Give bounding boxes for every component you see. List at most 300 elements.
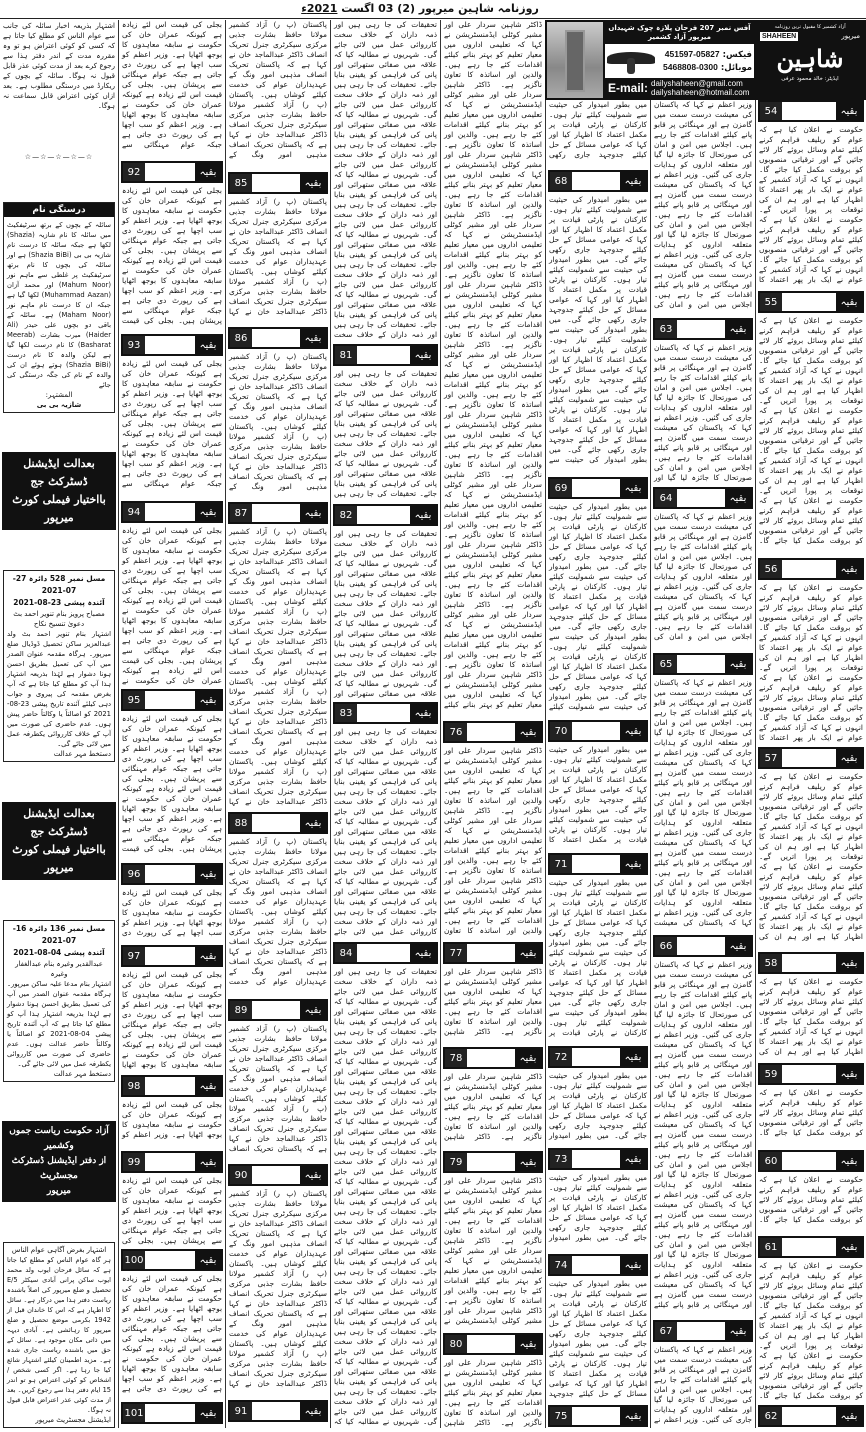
continuation-blank [782,560,836,578]
continuation-box [333,942,438,964]
column-text: تحقیقات کی جا رہی ہیں اور ذمہ داران کے خلاف سخت کارروائی عمل میں لائی جائے گی۔ شہریوں نے مطالبہ کیا کہ علاقہ میں صفائی ستھرائی اور پانی کی فراہمی کو یقینی بنایا جائے۔ تحقیقات کی جا رہی ہیں اور ذمہ داران کے خلاف سخت کارروائی عمل میں لائی جائے گی۔ شہریوں نے مطالبہ کیا کہ علاقہ میں صفائی ستھرائی اور پانی کی فراہمی کو یقینی بنایا جائے۔ تحقیقات کی جا رہی ہیں [334,369,437,498]
column-text: پاکستان (پ ر) آزاد کشمیر مولانا حافظ بشارت جذبی مرکزی سیکرٹری جنرل تحریک انصاف ڈاکٹر عبدالماجد خان نے کہا ہے کہ پاکستان تحریک انصاف مذہبی امور ونگ کے عہدیداران عوام کی خدمت کیلئے کوشاں ہیں۔ پاکستان (پ ر) آزاد کشمیر مولانا حافظ بشارت جذبی مرکزی سیکرٹری جنرل تحریک انصاف ڈاکٹر عبدالماجد خان نے کہا [229,197,327,316]
continuation-label: بقیہ [836,1065,862,1083]
continuation-box [548,1046,648,1068]
continuation-label: بقیہ [836,954,862,972]
continuation-label: بقیہ [410,506,436,524]
magistrate-office: از دفتر ایڈیشنل ڈسٹرکٹ مجسٹریٹ [11,1156,107,1182]
masthead-contact [603,22,756,98]
column-text: ڈاکٹر شاہین سردار علی اور مشیر کوٹلی ایڈمنسٹریشن نے کہا کہ تعلیمی اداروں میں معیار تعلیم کو بہتر بنانے کیلئے اقدامات کئے جا رہے ہیں۔ والدین اور اساتذہ کا تعاون ناگزیر ہے۔ ڈاکٹر شاہین سردار علی اور مشیر کوٹلی ایڈمنسٹریشن نے کہا کہ تعلیمی اداروں میں معیار تعلیم کو بہتر بنانے کیلئے اقدامات کئے جا رہے ہیں۔ والدین اور اساتذہ کا تعاون ناگزیر ہے۔ ڈاکٹر شاہین سردار علی اور مشیر کوٹلی ایڈمنسٹریشن نے [444,1176,542,1325]
column-text: بجلی کی قیمت اس لئے زیادہ ہے کیونکہ عمران خان کی حکومت نے سابقہ معاہدوں کا بوجھ اٹھایا ہے۔ وزیر اعظم کو سب اچھا ہے کی رپورٹ دی جاتی ہے جبکہ عوام مہنگائی سے پریشان ہیں۔ بجلی کی قیمت اس لئے زیادہ ہے کیونکہ عمران خان کی حکومت نے سابقہ معاہدوں کا بوجھ اٹھایا ہے۔ وزیر اعظم کو سب اچھا ہے کی رپورٹ دی جاتی ہے جبکہ عوام مہنگائی سے پریشان ہیں۔ بجلی کی قیمت [122,186,222,325]
continuation-label: بقیہ [836,293,862,311]
court2-title: بعدالت ایڈیشنل ڈسٹرکٹ جج [23,806,95,838]
continuation-blank [782,102,836,120]
logo-tagline: آزاد کشمیر کا مقبول ترین روزنامہ [774,24,846,30]
continuation-blank [252,329,300,347]
continuation-number: 56 [760,560,782,578]
continuation-box [443,1333,543,1355]
logo-city: میرپور [841,32,860,40]
column-text: میں بطور امیدوار کی حیثیت سے شمولیت کیلئے تیار ہوں۔ کارکنان نے پارٹی قیادت پر مکمل اعتماد کا اظہار کیا اور کہا کہ عوامی مسائل کے حل کیلئے جدوجہد جاری رکھی جائے گی۔ میں بطور امیدوار [549,1071,647,1140]
continuation-box [121,863,223,885]
news-column [225,20,330,1428]
continuation-number: 79 [445,1153,467,1171]
continuation-blank [145,163,195,181]
continuation-label: بقیہ [300,504,326,522]
continuation-box [758,1150,864,1172]
court2-hearing: آئندہ پیشی 04-08-2021 [13,947,105,957]
continuation-blank [145,1153,195,1171]
continuation-blank [782,954,836,972]
continuation-label: بقیہ [195,1404,221,1422]
continuation-number: 75 [550,1407,572,1425]
continuation-box [548,170,648,192]
logo-title: شاہین [776,44,844,73]
continuation-label: بقیہ [836,749,862,767]
continuation-blank [357,944,410,962]
continuation-blank [782,293,836,311]
continuation-blank [357,346,410,364]
continuation-box [333,344,438,366]
column-text: میں بطور امیدوار کی حیثیت سے شمولیت کیلئے تیار ہوں۔ کارکنان نے پارٹی قیادت پر مکمل اعتماد کا اظہار کیا اور کہا کہ عوامی مسائل کے حل کیلئے جدوجہد جاری رکھی جائے گی۔ میں بطور امیدوار کی حیثیت سے شمولیت کیلئے تیار ہوں۔ کارکنان نے پارٹی قیادت پر مکمل اعتماد کا اظہار کیا اور کہا کہ عوامی مسائل کے حل کیلئے جدوجہد جاری رکھی جائے گی۔ میں بطور امیدوار کی حیثیت سے شمولیت کیلئے تیار ہوں۔ کارکنان نے پارٹی قیادت پر مکمل اعتماد کا اظہار کیا اور کہا کہ عوامی مسائل کے حل کیلئے جدوجہد جاری رکھی جائے گی۔ میں بطور امیدوار کی حیثیت سے شمولیت کیلئے تیار ہوں۔ کارکنان نے پارٹی قیادت پر مکمل اعتماد کا اظہار کیا اور کہا کہ عوامی مسائل کے حل کیلئے جدوجہد جاری رکھی جائے گی۔ میں بطور امیدوار کی حیثیت سے [549,195,647,464]
continuation-label: بقیہ [620,1407,646,1425]
continuation-number: 66 [655,937,677,955]
continuation-label: بقیہ [515,1335,541,1353]
continuation-label: بقیہ [195,163,221,181]
continuation-label: بقیہ [836,102,862,120]
column-text: حکومت نے اعلان کیا ہے کہ عوام کو ریلیف فراہم کرنے کیلئے تمام وسائل بروئے کار لائے جائیں گے اور ترقیاتی منصوبوں کو بروقت مکمل کیا جائے گا۔ انہوں نے کہا کہ آزاد کشمیر کے عوام نے ایک بار پھر اعتماد کا اظہار کیا ہے اور ہم ان کی توقعات پر پورا اتریں گے۔ حکومت نے اعلان کیا ہے کہ عوام کو ریلیف فراہم کرنے کیلئے تمام وسائل بروئے کار لائے جائیں گے اور ترقیاتی منصوبوں کو بروقت مکمل کیا جائے گا۔ انہوں نے کہا کہ آزاد کشمیر کے عوام نے ایک بار پھر اعتماد کا اظہار کیا ہے اور ہم ان کی [759,772,863,941]
continuation-box [121,1075,223,1097]
continuation-box [758,747,864,769]
continuation-number: 89 [230,1001,252,1019]
top-notice: اشتہار بذریعہ اخبار سائلہ کی جانب سے عوام الناس کو مطلع کیا جاتا ہے کہ کسی کو کوئی اعتراض ہو تو وہ مقررہ مدت کے اندر دفتر ہذا سے رجوع کرے بعد از مدت کوئی عذر قابل قبول نہ ہوگا۔ سائلہ کے بچوں کے ریکارڈ میں درستگی مطلوب ہے۔ بعد ازاں کوئی اعتراض قابل سماعت نہ ہوگا۔ [3,22,115,110]
continuation-box [653,653,753,675]
continuation-box [758,952,864,974]
column-text: حکومت نے اعلان کیا ہے کہ عوام کو ریلیف فراہم کرنے کیلئے تمام وسائل بروئے کار لائے جائیں گے اور ترقیاتی منصوبوں کو بروقت مکمل کیا جائے گا۔ [759,1088,863,1137]
column-text: بجلی کی قیمت اس لئے زیادہ ہے کیونکہ عمران خان کی حکومت نے سابقہ معاہدوں کا بوجھ اٹھایا ہے۔ وزیر اعظم کو سب اچھا ہے کی رپورٹ دی [122,888,222,937]
continuation-box [228,812,328,834]
fax-label: فیکس: [722,50,752,60]
continuation-number: 81 [335,346,357,364]
continuation-blank [252,504,300,522]
continuation-number: 101 [123,1404,145,1422]
continuation-label: بقیہ [515,1049,541,1067]
page-header [300,2,540,15]
continuation-label: بقیہ [300,1402,326,1420]
magistrate-signed: ایڈیشنل مجسٹریٹ میرپور [35,1416,111,1424]
continuation-number: 95 [123,691,145,709]
continuation-box [548,1254,648,1276]
court2-case: مسل نمبر 136 دائرہ 16-07-2021 [12,923,106,945]
continuation-number: 97 [123,947,145,965]
continuation-number: 99 [123,1153,145,1171]
signed-name: شازیہ بی بی [36,400,82,409]
court2-heading [2,802,116,880]
continuation-number: 77 [445,944,467,962]
court1-heading [2,452,116,530]
continuation-label: بقیہ [195,691,221,709]
continuation-blank [677,655,725,673]
continuation-box [758,1405,864,1427]
masthead [545,20,866,100]
column-text: تحقیقات کی جا رہی ہیں اور ذمہ داران کے خلاف سخت کارروائی عمل میں لائی جائے گی۔ شہریوں نے مطالبہ کیا کہ علاقہ میں صفائی ستھرائی اور پانی کی فراہمی کو یقینی بنایا جائے۔ تحقیقات کی جا رہی ہیں اور ذمہ داران کے خلاف سخت کارروائی عمل میں لائی جائے گی۔ شہریوں نے مطالبہ کیا کہ علاقہ میں صفائی ستھرائی اور پانی کی فراہمی کو یقینی بنایا جائے۔ تحقیقات کی جا رہی ہیں اور ذمہ داران کے خلاف سخت کارروائی عمل میں لائی جائے گی۔ شہریوں نے مطالبہ کیا کہ علاقہ میں صفائی ستھرائی اور پانی کی فراہمی کو یقینی بنایا جائے۔ تحقیقات کی جا رہی ہیں اور ذمہ داران کے خلاف سخت کارروائی عمل میں لائی جائے گی۔ شہریوں نے مطالبہ کیا کہ علاقہ میں صفائی ستھرائی اور پانی کی فراہمی کو یقینی بنایا جائے۔ تحقیقات کی جا رہی ہیں اور ذمہ داران کے خلاف سخت کارروائی عمل میں لائی جائے گی۔ شہریوں نے مطالبہ کیا کہ علاقہ میں صفائی ستھرائی اور پانی کی فراہمی کو یقینی بنایا جائے۔ تحقیقات کی جا رہی ہیں اور ذمہ داران کے خلاف سخت کارروائی عمل میں لائی جائے گی۔ شہریوں نے مطالبہ کیا کہ علاقہ میں صفائی ستھرائی اور پانی کی فراہمی کو یقینی بنایا جائے۔ تحقیقات کی جا رہی ہیں اور ذمہ داران کے خلاف سخت کارروائی عمل میں لائی جائے گی۔ شہریوں نے مطالبہ کیا کہ علاقہ میں صفائی ستھرائی اور پانی کی فراہمی کو یقینی بنایا جائے۔ تحقیقات کی جا رہی ہیں اور ذمہ داران کے خلاف سخت کارروائی عمل میں لائی جائے گی۔ شہریوں نے مطالبہ کیا کہ [334,967,437,1426]
continuation-number: 74 [550,1256,572,1274]
news-column [440,20,545,1428]
continuation-box [758,1063,864,1085]
column-text: میں بطور امیدوار کی حیثیت سے شمولیت کیلئے تیار ہوں۔ کارکنان نے پارٹی قیادت پر مکمل اعتماد کا اظہار کیا اور کہا کہ عوامی مسائل کے حل کیلئے جدوجہد جاری رکھی جائے گی۔ میں بطور امیدوار کی حیثیت سے شمولیت کیلئے تیار ہوں۔ کارکنان نے پارٹی قیادت پر مکمل اعتماد کا اظہار کیا اور کہا کہ عوامی مسائل کے حل کیلئے جدوجہد [549,1279,647,1398]
header-year: 2021ء [301,2,338,15]
continuation-label: بقیہ [515,1153,541,1171]
continuation-box [121,1151,223,1173]
continuation-box [121,1402,223,1424]
continuation-number: 90 [230,1166,252,1184]
magistrate-city: میرپور [46,1186,71,1197]
court2-notice [3,920,115,1082]
column-text: بجلی کی قیمت اس لئے زیادہ ہے کیونکہ عمران خان کی حکومت نے سابقہ معاہدوں کا بوجھ اٹھایا ہے۔ وزیر اعظم کو [122,1100,222,1139]
fax-number: 05827-451597 [664,49,720,59]
news-column [650,100,755,1428]
continuation-label: بقیہ [836,560,862,578]
column-text: بجلی کی قیمت اس لئے زیادہ ہے کیونکہ عمران خان کی حکومت نے سابقہ معاہدوں کا بوجھ اٹھایا ہے۔ وزیر اعظم کو سب اچھا ہے کی رپورٹ دی جاتی ہے جبکہ عوام مہنگائی سے پریشان ہیں۔ بجلی کی قیمت اس لئے زیادہ ہے کیونکہ عمران خان کی حکومت نے سابقہ معاہدوں کا بوجھ اٹھایا [122,970,222,1069]
continuation-blank [145,691,195,709]
continuation-number: 86 [230,329,252,347]
continuation-blank [357,704,410,722]
column-text: تحقیقات کی جا رہی ہیں اور ذمہ داران کے خلاف سخت کارروائی عمل میں لائی جائے گی۔ شہریوں نے مطالبہ کیا کہ علاقہ میں صفائی ستھرائی اور پانی کی فراہمی کو یقینی بنایا جائے۔ تحقیقات کی جا رہی ہیں اور ذمہ داران کے خلاف سخت کارروائی عمل میں لائی جائے گی۔ شہریوں نے مطالبہ کیا کہ علاقہ میں صفائی ستھرائی اور پانی کی فراہمی کو یقینی بنایا جائے۔ تحقیقات کی جا رہی ہیں اور ذمہ داران کے خلاف سخت کارروائی عمل میں لائی جائے گی۔ شہریوں نے مطالبہ کیا کہ علاقہ میں صفائی ستھرائی اور پانی کی فراہمی کو یقینی بنایا جائے۔ تحقیقات کی جا رہی ہیں اور ذمہ داران کے خلاف سخت کارروائی عمل میں لائی جائے گی۔ شہریوں نے مطالبہ کیا کہ علاقہ میں صفائی ستھرائی اور پانی کی فراہمی کو یقینی بنایا جائے۔ تحقیقات کی جا رہی ہیں اور ذمہ داران کے خلاف سخت کارروائی عمل میں لائی جائے گی۔ شہریوں نے مطالبہ کیا کہ علاقہ میں صفائی ستھرائی اور پانی کی فراہمی کو یقینی بنایا جائے۔ تحقیقات کی جا رہی ہیں اور ذمہ داران کے خلاف سخت [334,20,437,339]
court1-case: مسل نمبر 528 دائرہ 27-07-2021 [12,574,106,595]
continuation-label: بقیہ [300,174,326,192]
column-text: میں بطور امیدوار کی حیثیت سے شمولیت کیلئے تیار ہوں۔ کارکنان نے پارٹی قیادت پر مکمل اعتماد کا اظہار کیا اور کہا کہ عوامی مسائل کے حل کیلئے جدوجہد جاری رکھی [549,100,647,159]
continuation-number: 59 [760,1065,782,1083]
continuation-blank [252,814,300,832]
continuation-box [758,291,864,313]
continuation-box [443,1047,543,1069]
continuation-number: 100 [123,1251,145,1269]
news-column [118,20,225,1428]
magistrate-title: آزاد حکومت ریاست جموں وکشمیر [9,1126,109,1152]
continuation-number: 80 [445,1335,467,1353]
header-rule [0,18,866,19]
continuation-box [121,334,223,356]
court2-body: اشتہار بنام مدعا علیہ ساکن میرپور۔ ہرگاہ مقدمہ عنوان الصدر میں آپ کی تعمیل بطریق احسن ہونا دشوار ہے لہٰذا بذریعہ اشتہار ہذا آپ کو مطلع کیا جاتا ہے کہ آپ آئندہ تاریخ پیشی 04-08-2021 کو اصالتاً یا وکالتاً حاضر عدالت ہوں۔ عدم حاضری کی صورت میں کارروائی یکطرفہ عمل میں لائی جائے گی۔ [7,979,111,1068]
continuation-number: 58 [760,954,782,972]
continuation-blank [467,1049,515,1067]
court2-subtitle: بااختیار فیملی کورٹ میرپور [12,842,106,874]
continuation-box [653,487,753,509]
column-text: میں بطور امیدوار کی حیثیت سے شمولیت کیلئے تیار ہوں۔ کارکنان نے پارٹی قیادت پر مکمل اعتماد کا اظہار کیا اور کہا کہ عوامی مسائل کے حل کیلئے جدوجہد جاری رکھی جائے گی۔ میں بطور امیدوار [549,1173,647,1242]
continuation-blank [782,1238,836,1256]
column-text: وزیر اعظم نے کہا کہ پاکستان کی معیشت درست سمت میں گامزن ہے اور مہنگائی پر قابو پانے کیلئے اقدامات کئے جا رہے ہیں۔ اجلاس میں امن و امان کی صورتحال کا جائزہ لیا گیا اور متعلقہ اداروں کو ہدایات جاری کی گئیں۔ وزیر اعظم نے کہا کہ پاکستان کی معیشت درست سمت میں گامزن ہے اور مہنگائی پر قابو پانے کیلئے اقدامات کئے جا رہے ہیں۔ اجلاس میں امن و امان کی [654,512,752,641]
continuation-box [443,721,543,743]
continuation-blank [145,503,195,521]
continuation-blank [145,1251,195,1269]
column-text: حکومت نے اعلان کیا ہے کہ عوام کو ریلیف فراہم کرنے کیلئے تمام وسائل بروئے کار لائے جائیں گے اور ترقیاتی منصوبوں کو بروقت مکمل کیا جائے گا۔ انہوں نے کہا کہ آزاد کشمیر کے عوام نے ایک بار پھر اعتماد کا اظہار کیا ہے اور ہم ان کی [759,977,863,1056]
continuation-label: بقیہ [300,814,326,832]
email-gmail[interactable]: dailyshaheen@gmail.com [651,79,743,88]
continuation-blank [677,320,725,338]
continuation-blank [572,722,620,740]
continuation-box [548,853,648,875]
continuation-box [653,1320,753,1342]
continuation-box [548,477,648,499]
column-text: حکومت نے اعلان کیا ہے کہ عوام کو ریلیف فراہم کرنے کیلئے تمام وسائل بروئے کار لائے جائیں گے اور ترقیاتی منصوبوں کو بروقت مکمل کیا جائے گا۔ انہوں نے کہا کہ آزاد کشمیر کے عوام نے ایک بار پھر اعتماد کا اظہار کیا ہے اور ہم ان کی توقعات پر پورا اتریں گے۔ حکومت نے اعلان کیا ہے کہ عوام کو ریلیف فراہم کرنے کیلئے تمام وسائل بروئے کار لائے جائیں گے اور ترقیاتی منصوبوں کو بروقت مکمل کیا جائے گا۔ انہوں نے کہا کہ آزاد کشمیر کے عوام نے ایک بار پھر اعتماد کا [759,583,863,742]
column-text: ڈاکٹر شاہین سردار علی اور مشیر کوٹلی ایڈمنسٹریشن نے کہا کہ تعلیمی اداروں میں معیار تعلیم کو بہتر بنانے کیلئے اقدامات کئے جا رہے ہیں۔ والدین اور اساتذہ کا تعاون ناگزیر ہے۔ ڈاکٹر شاہین [444,1358,542,1427]
magistrate-notice-heading: اشتہار بغرض آگاہی عوام الناس [11,1246,107,1254]
continuation-number: 94 [123,503,145,521]
continuation-blank [572,855,620,873]
court1-seal: دستخط مہر عدالت [53,750,111,758]
continuation-blank [467,1153,515,1171]
continuation-box [758,1236,864,1258]
continuation-number: 92 [123,163,145,181]
column-text: بجلی کی قیمت اس لئے زیادہ ہے کیونکہ عمران خان کی حکومت نے سابقہ معاہدوں کا بوجھ اٹھایا ہے۔ وزیر اعظم کو سب اچھا ہے کی رپورٹ دی جاتی ہے جبکہ عوام مہنگائی سے پریشان ہیں۔ بجلی کی قیمت اس لئے زیادہ ہے کیونکہ عمران خان کی حکومت نے سابقہ معاہدوں کا بوجھ اٹھایا ہے۔ وزیر اعظم کو سب اچھا ہے کی رپورٹ دی جاتی ہے جبکہ عوام مہنگائی سے پریشان ہیں۔ بجلی کی قیمت [122,714,222,853]
email-bar [605,78,754,98]
continuation-box [758,100,864,122]
column-text: پاکستان (پ ر) آزاد کشمیر مولانا حافظ بشارت جذبی مرکزی سیکرٹری جنرل تحریک انصاف ڈاکٹر عبدالماجد خان نے کہا ہے کہ پاکستان تحریک انصاف مذہبی امور ونگ کے عہدیداران عوام کی خدمت کیلئے کوشاں ہیں۔ پاکستان (پ ر) آزاد کشمیر مولانا حافظ بشارت جذبی مرکزی سیکرٹری جنرل تحریک انصاف ڈاکٹر عبدالماجد خان نے کہا ہے کہ پاکستان تحریک انصاف [229,1024,327,1153]
signed-label: المشتہر: [45,390,73,399]
continuation-label: بقیہ [195,1251,221,1269]
continuation-number: 76 [445,723,467,741]
continuation-number: 93 [123,336,145,354]
column-text: بجلی کی قیمت اس لئے زیادہ ہے کیونکہ عمران خان کی حکومت نے سابقہ معاہدوں کا بوجھ اٹھایا ہے۔ وزیر اعظم کو سب اچھا ہے کی رپورٹ دی جاتی ہے جبکہ عوام مہنگائی سے پریشان ہیں۔ بجلی کی قیمت اس لئے زیادہ ہے کیونکہ عمران خان کی حکومت نے سابقہ معاہدوں کا بوجھ اٹھایا ہے۔ وزیر اعظم کو سب اچھا ہے کی رپورٹ دی جاتی ہے [122,1274,222,1393]
continuation-label: بقیہ [620,479,646,497]
column-text: وزیر اعظم نے کہا کہ پاکستان کی معیشت درست سمت میں گامزن ہے اور مہنگائی پر قابو پانے کیلئے اقدامات کئے جا رہے ہیں۔ اجلاس میں امن و امان کی صورتحال کا جائزہ لیا گیا اور متعلقہ اداروں کو ہدایات جاری کی گئیں۔ وزیر اعظم نے کہا کہ پاکستان کی معیشت درست سمت میں گامزن ہے اور مہنگائی پر قابو پانے کیلئے اقدامات کئے جا رہے ہیں۔ اجلاس میں امن و امان کی صورتحال کا جائزہ لیا گیا اور متعلقہ اداروں کو ہدایات جاری کی گئیں۔ وزیر اعظم نے کہا کہ پاکستان کی معیشت درست سمت میں گامزن ہے اور مہنگائی پر قابو پانے کیلئے اقدامات کئے جا رہے ہیں۔ اجلاس میں امن و امان کی [654,100,752,309]
column-text: پاکستان (پ ر) آزاد کشمیر مولانا حافظ بشارت جذبی مرکزی سیکرٹری جنرل تحریک انصاف ڈاکٹر عبدالماجد خان نے کہا ہے کہ پاکستان تحریک انصاف مذہبی امور ونگ کے عہدیداران عوام کی خدمت کیلئے کوشاں ہیں۔ پاکستان (پ ر) آزاد کشمیر مولانا حافظ بشارت جذبی مرکزی سیکرٹری جنرل تحریک انصاف ڈاکٹر عبدالماجد خان نے کہا ہے کہ پاکستان تحریک انصاف مذہبی امور ونگ کے عہدیداران عوام کی خدمت کیلئے کوشاں ہیں۔ پاکستان (پ ر) آزاد کشمیر مولانا حافظ بشارت جذبی مرکزی سیکرٹری جنرل تحریک انصاف ڈاکٹر عبدالماجد خان نے کہا [229,1189,327,1388]
monument-photo [547,22,603,98]
column-text: پاکستان (پ ر) آزاد کشمیر مولانا حافظ بشارت جذبی مرکزی سیکرٹری جنرل تحریک انصاف ڈاکٹر عبدالماجد خان نے کہا ہے کہ پاکستان تحریک انصاف مذہبی امور ونگ کے عہدیداران عوام کی خدمت کیلئے کوشاں ہیں۔ پاکستان (پ ر) آزاد کشمیر مولانا حافظ بشارت جذبی مرکزی سیکرٹری جنرل تحریک انصاف ڈاکٹر عبدالماجد خان نے کہا ہے کہ پاکستان تحریک انصاف مذہبی امور ونگ کے عہدیداران عوام کی خدمت [229,837,327,986]
continuation-blank [145,336,195,354]
continuation-blank [677,1322,725,1340]
column-text: بجلی کی قیمت اس لئے زیادہ ہے کیونکہ عمران خان کی حکومت نے سابقہ معاہدوں کا بوجھ اٹھایا ہے۔ وزیر اعظم کو سب اچھا ہے کی رپورٹ دی جاتی ہے جبکہ عوام مہنگائی سے پریشان ہیں۔ بجلی کی [122,1176,222,1245]
continuation-label: بقیہ [620,722,646,740]
continuation-label: بقیہ [836,1238,862,1256]
court1-notice [3,570,115,762]
classified-ads-column [0,20,118,1428]
continuation-blank [572,1048,620,1066]
column-text: وزیر اعظم نے کہا کہ پاکستان کی معیشت درست سمت میں گامزن ہے اور مہنگائی پر قابو پانے کیلئے اقدامات کئے جا رہے ہیں۔ اجلاس میں امن و امان کی صورتحال کا جائزہ لیا گیا اور متعلقہ اداروں کو ہدایات جاری کی گئیں۔ وزیر اعظم نے [654,1345,752,1424]
continuation-blank [145,1404,195,1422]
continuation-blank [145,1077,195,1095]
continuation-number: 82 [335,506,357,524]
continuation-number: 57 [760,749,782,767]
continuation-number: 62 [760,1407,782,1425]
continuation-blank [252,174,300,192]
column-text: حکومت نے اعلان کیا ہے کہ عوام کو ریلیف فراہم کرنے کیلئے تمام وسائل بروئے کار لائے جائیں گے اور ترقیاتی منصوبوں کو بروقت مکمل کیا جائے گا۔ انہوں نے کہا کہ آزاد کشمیر کے عوام نے ایک بار پھر اعتماد کا اظہار کیا ہے اور ہم ان کی توقعات پر پورا اتریں گے۔ حکومت نے اعلان کیا ہے کہ عوام کو ریلیف فراہم کرنے کیلئے تمام وسائل بروئے کار لائے جائیں گے اور ترقیاتی منصوبوں کو بروقت مکمل کیا جائے گا۔ انہوں نے کہا کہ آزاد کشمیر کے عوام نے ایک بار پھر اعتماد کا [759,125,863,284]
logo-editor: ایڈیٹر: خالد محمود عرفی [781,76,839,82]
continuation-blank [252,1402,300,1420]
column-text: وزیر اعظم نے کہا کہ پاکستان کی معیشت درست سمت میں گامزن ہے اور مہنگائی پر قابو پانے کیلئے اقدامات کئے جا رہے ہیں۔ اجلاس میں امن و امان کی صورتحال کا جائزہ لیا گیا اور متعلقہ اداروں کو ہدایات جاری کی گئیں۔ وزیر اعظم نے کہا کہ پاکستان کی معیشت درست سمت میں گامزن ہے اور مہنگائی پر قابو پانے کیلئے اقدامات کئے جا رہے ہیں۔ اجلاس میں امن و امان کی صورتحال کا جائزہ لیا گیا اور متعلقہ اداروں کو ہدایات جاری کی گئیں۔ وزیر اعظم نے کہا کہ پاکستان کی معیشت درست سمت میں گامزن ہے اور مہنگائی پر قابو پانے کیلئے اقدامات کئے جا رہے ہیں۔ اجلاس میں امن و امان کی صورتحال کا جائزہ لیا گیا اور متعلقہ اداروں کو ہدایات جاری کی گئیں۔ وزیر اعظم نے کہا کہ پاکستان کی معیشت درست سمت میں گامزن ہے اور مہنگائی پر قابو پانے کیلئے اقدامات کئے جا رہے ہیں۔ اجلاس میں امن و امان کی صورتحال کا جائزہ لیا گیا اور متعلقہ اداروں کو ہدایات جاری کی گئیں۔ وزیر اعظم نے کہا کہ پاکستان کی معیشت درست سمت میں گامزن ہے اور مہنگائی پر قابو پانے کیلئے [654,960,752,1309]
continuation-number: 91 [230,1402,252,1420]
continuation-label: بقیہ [515,944,541,962]
continuation-blank [782,1407,836,1425]
column-text: بجلی کی قیمت اس لئے زیادہ ہے کیونکہ عمران خان کی حکومت نے سابقہ معاہدوں کا بوجھ اٹھایا ہے۔ وزیر اعظم کو سب اچھا ہے کی رپورٹ دی جاتی ہے جبکہ عوام مہنگائی سے پریشان ہیں۔ بجلی کی قیمت اس لئے زیادہ ہے کیونکہ عمران خان کی حکومت نے سابقہ معاہدوں کا بوجھ اٹھایا ہے۔ وزیر اعظم کو سب اچھا ہے کی رپورٹ دی جاتی ہے جبکہ عوام مہنگائی سے [122,359,222,488]
news-column [755,100,866,1428]
continuation-blank [145,947,195,965]
continuation-number: 68 [550,172,572,190]
continuation-number: 88 [230,814,252,832]
column-text: پاکستان (پ ر) آزاد کشمیر مولانا حافظ بشارت جذبی مرکزی سیکرٹری جنرل تحریک انصاف ڈاکٹر عبدالماجد خان نے کہا ہے کہ پاکستان تحریک انصاف مذہبی امور ونگ کے عہدیداران عوام کی خدمت کیلئے کوشاں ہیں۔ پاکستان (پ ر) آزاد کشمیر مولانا حافظ بشارت جذبی مرکزی سیکرٹری جنرل تحریک انصاف ڈاکٹر عبدالماجد خان نے کہا ہے کہ پاکستان تحریک انصاف مذہبی امور ونگ کے [229,20,327,159]
header-title: روزنامہ شاہین میرپور (2) 03 اگست [341,2,539,15]
continuation-label: بقیہ [195,1153,221,1171]
mobile-number: 0300-5468808 [663,62,718,72]
continuation-box [228,1400,328,1422]
continuation-blank [467,723,515,741]
continuation-blank [572,1150,620,1168]
continuation-box [228,999,328,1021]
continuation-blank [572,1407,620,1425]
continuation-label: بقیہ [195,947,221,965]
column-text: ڈاکٹر شاہین سردار علی اور مشیر کوٹلی ایڈمنسٹریشن نے کہا کہ تعلیمی اداروں میں معیار تعلیم کو بہتر بنانے کیلئے اقدامات کئے جا رہے ہیں۔ والدین اور اساتذہ کا تعاون ناگزیر ہے۔ ڈاکٹر شاہین [444,1072,542,1141]
continuation-blank [252,1001,300,1019]
column-text: ڈاکٹر شاہین سردار علی اور مشیر کوٹلی ایڈمنسٹریشن نے کہا کہ تعلیمی اداروں میں معیار تعلیم کو بہتر بنانے کیلئے اقدامات کئے جا رہے ہیں۔ والدین اور اساتذہ کا تعاون ناگزیر ہے۔ ڈاکٹر شاہین [444,967,542,1036]
continuation-box [121,161,223,183]
court2-parties: عبدالقدیر وغیرہ بنام عبدالغفار وغیرہ [15,959,103,978]
column-text: تحقیقات کی جا رہی ہیں اور ذمہ داران کے خلاف سخت کارروائی عمل میں لائی جائے گی۔ شہریوں نے مطالبہ کیا کہ علاقہ میں صفائی ستھرائی اور پانی کی فراہمی کو یقینی بنایا جائے۔ تحقیقات کی جا رہی ہیں اور ذمہ داران کے خلاف سخت کارروائی عمل میں لائی جائے گی۔ شہریوں نے مطالبہ کیا کہ علاقہ میں صفائی ستھرائی اور پانی کی فراہمی کو یقینی بنایا جائے۔ تحقیقات کی جا رہی ہیں اور ذمہ داران کے خلاف سخت کارروائی عمل میں لائی جائے گی۔ شہریوں نے مطالبہ کیا کہ علاقہ میں صفائی ستھرائی اور پانی کی فراہمی کو یقینی بنایا جائے۔ تحقیقات کی جا رہی ہیں اور ذمہ داران کے خلاف سخت کارروائی عمل میں لائی جائے [334,727,437,936]
continuation-blank [572,172,620,190]
continuation-label: بقیہ [300,1166,326,1184]
continuation-box [653,318,753,340]
continuation-label: بقیہ [836,1407,862,1425]
continuation-box [653,935,753,957]
continuation-number: 84 [335,944,357,962]
column-text: حکومت نے اعلان کیا ہے کہ عوام کو ریلیف فراہم کرنے کیلئے تمام وسائل بروئے کار لائے جائیں گے اور ترقیاتی منصوبوں کو بروقت مکمل کیا جائے گا۔ انہوں نے کہا کہ آزاد کشمیر کے عوام نے ایک بار پھر اعتماد کا اظہار کیا ہے اور ہم ان کی توقعات پر پورا اتریں گے۔ حکومت نے اعلان کیا ہے کہ عوام کو ریلیف فراہم کرنے کیلئے تمام وسائل بروئے کار لائے جائیں گے اور ترقیاتی منصوبوں کو بروقت مکمل کیا جائے گا۔ انہوں نے کہا کہ آزاد کشمیر کے عوام نے ایک بار پھر اعتماد کا اظہار کیا ہے اور ہم ان کی توقعات پر پورا اتریں گے۔ حکومت نے اعلان کیا ہے کہ عوام کو ریلیف فراہم کرنے کیلئے تمام وسائل بروئے کار لائے جائیں گے اور ترقیاتی منصوبوں کو بروقت مکمل کیا جائے گا۔ [759,316,863,545]
continuation-number: 61 [760,1238,782,1256]
continuation-blank [572,479,620,497]
column-text: میں بطور امیدوار کی حیثیت سے شمولیت کیلئے تیار ہوں۔ کارکنان نے پارٹی قیادت پر مکمل اعتماد کا اظہار کیا اور کہا کہ عوامی مسائل کے حل کیلئے جدوجہد جاری رکھی جائے گی۔ میں بطور امیدوار کی حیثیت سے شمولیت کیلئے تیار ہوں۔ کارکنان نے پارٹی قیادت پر مکمل اعتماد کا اظہار کیا اور کہا کہ عوامی مسائل کے حل کیلئے جدوجہد جاری رکھی جائے گی۔ میں بطور امیدوار کی حیثیت سے شمولیت کیلئے تیار ہوں۔ کارکنان نے پارٹی قیادت پر [549,878,647,1037]
continuation-box [758,558,864,580]
continuation-box [333,504,438,526]
column-text: ڈاکٹر شاہین سردار علی اور مشیر کوٹلی ایڈمنسٹریشن نے کہا کہ تعلیمی اداروں میں معیار تعلیم کو بہتر بنانے کیلئے اقدامات کئے جا رہے ہیں۔ والدین اور اساتذہ کا تعاون ناگزیر ہے۔ ڈاکٹر شاہین سردار علی اور مشیر کوٹلی ایڈمنسٹریشن نے کہا کہ تعلیمی اداروں میں معیار تعلیم کو بہتر بنانے کیلئے اقدامات کئے جا رہے ہیں۔ والدین اور اساتذہ کا تعاون ناگزیر ہے۔ ڈاکٹر شاہین سردار علی اور مشیر کوٹلی ایڈمنسٹریشن نے کہا کہ تعلیمی اداروں میں معیار تعلیم کو بہتر بنانے کیلئے اقدامات کئے جا رہے ہیں۔ والدین اور اساتذہ کا تعاون [444,746,542,935]
continuation-box [548,1148,648,1170]
court1-hearing: آئندہ پیشی 23-08-2021 [13,598,105,607]
continuation-label: بقیہ [410,346,436,364]
continuation-label: بقیہ [410,704,436,722]
mobile-label: موبائل: [720,63,752,73]
column-text: تحقیقات کی جا رہی ہیں اور ذمہ داران کے خلاف سخت کارروائی عمل میں لائی جائے گی۔ شہریوں نے مطالبہ کیا کہ علاقہ میں صفائی ستھرائی اور پانی کی فراہمی کو یقینی بنایا جائے۔ تحقیقات کی جا رہی ہیں اور ذمہ داران کے خلاف سخت کارروائی عمل میں لائی جائے گی۔ شہریوں نے مطالبہ کیا کہ علاقہ میں صفائی ستھرائی اور پانی کی فراہمی کو یقینی بنایا جائے۔ تحقیقات کی جا رہی ہیں اور ذمہ داران کے خلاف سخت کارروائی عمل میں لائی جائے گی۔ شہریوں نے مطالبہ کیا کہ علاقہ میں صفائی ستھرائی اور [334,529,437,698]
eagle-icon [607,48,655,74]
continuation-label: بقیہ [620,172,646,190]
continuation-number: 73 [550,1150,572,1168]
news-column [545,100,650,1428]
continuation-label: بقیہ [620,1150,646,1168]
continuation-blank [782,1065,836,1083]
column-text: بجلی کی قیمت اس لئے زیادہ ہے کیونکہ عمران خان کی حکومت نے سابقہ معاہدوں کا بوجھ اٹھایا ہے۔ وزیر اعظم کو سب اچھا ہے کی رپورٹ دی جاتی ہے جبکہ عوام مہنگائی سے پریشان ہیں۔ بجلی کی قیمت اس لئے زیادہ ہے کیونکہ عمران خان کی حکومت نے سابقہ معاہدوں کا بوجھ اٹھایا ہے۔ وزیر اعظم کو سب اچھا ہے کی رپورٹ دی جاتی ہے جبکہ عوام مہنگائی سے [122,20,222,149]
continuation-box [121,1249,223,1271]
magistrate-notice [3,1242,115,1428]
continuation-box [228,1164,328,1186]
continuation-label: بقیہ [620,855,646,873]
name-correction-ad [3,202,115,413]
continuation-label: بقیہ [725,1322,751,1340]
column-text: وزیر اعظم نے کہا کہ پاکستان کی معیشت درست سمت میں گامزن ہے اور مہنگائی پر قابو پانے کیلئے اقدامات کئے جا رہے ہیں۔ اجلاس میں امن و امان کی صورتحال کا جائزہ لیا گیا اور متعلقہ اداروں کو ہدایات جاری کی گئیں۔ وزیر اعظم نے کہا کہ پاکستان کی معیشت درست سمت میں گامزن ہے اور مہنگائی پر قابو پانے کیلئے اقدامات کئے جا رہے ہیں۔ اجلاس میں امن و امان کی صورتحال کا جائزہ لیا گیا اور [654,343,752,482]
name-correction-title: درستگی نام [4,203,114,217]
continuation-label: بقیہ [195,865,221,883]
column-text: پاکستان (پ ر) آزاد کشمیر مولانا حافظ بشارت جذبی مرکزی سیکرٹری جنرل تحریک انصاف ڈاکٹر عبدالماجد خان نے کہا ہے کہ پاکستان تحریک انصاف مذہبی امور ونگ کے عہدیداران عوام کی خدمت کیلئے کوشاں ہیں۔ پاکستان (پ ر) آزاد کشمیر مولانا حافظ بشارت جذبی مرکزی سیکرٹری جنرل تحریک انصاف ڈاکٹر عبدالماجد خان نے کہا ہے کہ پاکستان تحریک انصاف مذہبی امور ونگ کے عہدیداران عوام کی خدمت کیلئے کوشاں ہیں۔ پاکستان (پ ر) آزاد کشمیر مولانا حافظ بشارت جذبی مرکزی سیکرٹری جنرل تحریک انصاف ڈاکٹر عبدالماجد خان نے کہا ہے کہ پاکستان تحریک انصاف مذہبی امور ونگ کے عہدیداران عوام کی خدمت کیلئے کوشاں ہیں۔ پاکستان (پ ر) آزاد کشمیر مولانا حافظ بشارت جذبی مرکزی سیکرٹری جنرل تحریک انصاف ڈاکٹر عبدالماجد خان نے کہا [229,527,327,806]
continuation-number: 69 [550,479,572,497]
continuation-number: 72 [550,1048,572,1066]
court1-suit: دعویٰ تنسیخ نکاح [33,620,85,628]
continuation-box [333,702,438,724]
continuation-label: بقیہ [725,320,751,338]
continuation-label: بقیہ [620,1256,646,1274]
continuation-number: 87 [230,504,252,522]
office-address: آفس نمبر 207 فرحان پلازہ چوک شہیداں میرپور آزاد کشمیر [605,22,754,44]
continuation-label: بقیہ [725,937,751,955]
continuation-box [548,1405,648,1427]
continuation-blank [467,1335,515,1353]
continuation-label: بقیہ [836,1152,862,1170]
continuation-number: 65 [655,655,677,673]
column-text: بجلی کی قیمت اس لئے زیادہ ہے کیونکہ عمران خان کی حکومت نے سابقہ معاہدوں کا بوجھ اٹھایا ہے۔ وزیر اعظم کو سب اچھا ہے کی رپورٹ دی جاتی ہے جبکہ عوام مہنگائی سے پریشان ہیں۔ بجلی کی قیمت اس لئے زیادہ ہے کیونکہ عمران خان کی حکومت نے سابقہ معاہدوں کا بوجھ اٹھایا ہے۔ وزیر اعظم کو سب اچھا ہے کی رپورٹ دی جاتی ہے جبکہ عوام مہنگائی سے پریشان ہیں۔ بجلی کی قیمت اس لئے زیادہ ہے کیونکہ عمران خان کی حکومت نے [122,526,222,685]
continuation-box [228,502,328,524]
continuation-number: 63 [655,320,677,338]
court1-subtitle: بااختیار فیملی کورٹ میرپور [12,493,106,525]
continuation-blank [145,865,195,883]
continuation-box [228,327,328,349]
continuation-box [443,942,543,964]
continuation-box [548,720,648,742]
column-text: حکومت نے اعلان کیا ہے کہ عوام کو ریلیف فراہم کرنے کیلئے تمام وسائل بروئے کار لائے جائیں گے اور ترقیاتی منصوبوں کو بروقت مکمل کیا جائے گا۔ [759,1175,863,1224]
name-correction-body: سائلہ کے بچوں کے برتھ سرٹیفکیٹ میں سائلہ کا نام شازیہ (Shazia) لکھا ہے جبکہ سائلہ کا درست نام شازیہ بی بی (Shazia BiBi) ہے اور سائلہ کی بچوں کا نام برتھ سرٹیفکیٹ پر غلطی سے ماہم نور (Mahum Noor) اور محمد آزان (Muhammad Aazan) لکھا گیا ہے جبکہ ان کا درست نام ماہم نور (Maham Noor) ہے۔ سائلہ کے باقی دو بچوں علی حیدر (Ali Haider) میرب بشارت (Meerab Basharat) کا نام درست لکھا گیا ہے لیکن والدہ کا نام درست (Shazia BiBi) ہوتے ہوئے ان کی والدہ کے نام کی جگہ درستگی کی جائے [7,220,112,389]
continuation-label: بقیہ [195,503,221,521]
continuation-label: بقیہ [725,489,751,507]
news-column [330,20,440,1428]
column-text: وزیر اعظم نے کہا کہ پاکستان کی معیشت درست سمت میں گامزن ہے اور مہنگائی پر قابو پانے کیلئے اقدامات کئے جا رہے ہیں۔ اجلاس میں امن و امان کی صورتحال کا جائزہ لیا گیا اور متعلقہ اداروں کو ہدایات جاری کی گئیں۔ وزیر اعظم نے کہا کہ پاکستان کی معیشت درست سمت میں گامزن ہے اور مہنگائی پر قابو پانے کیلئے اقدامات کئے جا رہے ہیں۔ اجلاس میں امن و امان کی صورتحال کا جائزہ لیا گیا اور متعلقہ اداروں کو ہدایات جاری کی گئیں۔ وزیر اعظم نے کہا کہ پاکستان کی معیشت درست سمت میں گامزن ہے اور مہنگائی پر قابو پانے کیلئے اقدامات کئے جا رہے ہیں۔ اجلاس میں امن و امان کی صورتحال کا جائزہ لیا گیا اور متعلقہ اداروں کو ہدایات جاری کی گئیں۔ وزیر اعظم نے کہا کہ پاکستان کی معیشت [654,678,752,927]
continuation-label: بقیہ [725,655,751,673]
continuation-number: 54 [760,102,782,120]
continuation-blank [252,1166,300,1184]
continuation-blank [677,489,725,507]
continuation-number: 64 [655,489,677,507]
continuation-blank [467,944,515,962]
continuation-box [121,501,223,523]
email-label: E-mail: [608,81,649,95]
column-text: میں بطور امیدوار کی حیثیت سے شمولیت کیلئے تیار ہوں۔ کارکنان نے پارٹی قیادت پر مکمل اعتماد کا اظہار کیا اور کہا کہ عوامی مسائل کے حل کیلئے جدوجہد جاری رکھی جائے گی۔ میں بطور امیدوار کی حیثیت سے شمولیت کیلئے تیار ہوں۔ کارکنان نے پارٹی قیادت پر مکمل اعتماد کا [549,745,647,844]
continuation-number: 96 [123,865,145,883]
magistrate-notice-body: ہر گاہ عوام الناس کو مطلع کیا جاتا ہے کہ سائل فرحان ایوب ولد محمد ایوب ساکن پرانی آبادی سیکٹر E/5 تحصیل و ضلع میرپور کی اصلاً باشندہ ریاست دفتر ہذا میں درکار ہے۔ سائل کا اظہار ہے کہ اس کا خاندان قبل از 1942 بکرمی موضع تحصیل و ضلع میرپور کا رہائشی ہے۔ آبادی دیہہ میں ذاتی مکان موجود ہے۔ سائل کے حق میں باشندہ ریاست جاری شدہ ہے۔ مزید اطمینان کیلئے اشتہار شائع کیا جا رہا ہے۔ اگر کسی شخص / اشخاص کو کوئی اعتراض ہو تو اندر 15 ایام دفتر ہذا سے رجوع کریں۔ بعد از مدت کوئی عذر اعتراض قابل قبول نہ ہوگا۔ [7,1256,111,1414]
newspaper-logo [756,22,864,98]
column-text: میں بطور امیدوار کی حیثیت سے شمولیت کیلئے تیار ہوں۔ کارکنان نے پارٹی قیادت پر مکمل اعتماد کا اظہار کیا اور کہا کہ عوامی مسائل کے حل کیلئے جدوجہد جاری رکھی جائے گی۔ میں بطور امیدوار کی حیثیت سے شمولیت کیلئے تیار ہوں۔ کارکنان نے پارٹی قیادت پر مکمل اعتماد کا اظہار کیا اور کہا کہ عوامی مسائل کے حل کیلئے جدوجہد جاری رکھی جائے گی۔ میں بطور امیدوار کی حیثیت سے شمولیت کیلئے تیار ہوں۔ کارکنان نے پارٹی قیادت پر مکمل اعتماد کا اظہار کیا اور کہا کہ عوامی مسائل کے حل کیلئے جدوجہد جاری رکھی جائے گی۔ میں بطور امیدوار کی حیثیت سے شمولیت کیلئے [549,502,647,711]
continuation-label: بقیہ [620,1048,646,1066]
continuation-number: 70 [550,722,572,740]
email-hotmail[interactable]: dailyshaheen@hotmail.com [651,88,750,97]
continuation-box [443,1151,543,1173]
continuation-box [121,945,223,967]
continuation-number: 83 [335,704,357,722]
magistrate-heading [2,1121,116,1202]
continuation-number: 98 [123,1077,145,1095]
court1-body: اشتہار بنام تنویر احمد بٹ ولد عبدالعزیز ساکن تحصیل ڈوڈیال ضلع میرپور۔ ہرگاہ مقدمہ عنوان الصدر میں آپ کی تعمیل بطریق احسن ہونا دشوار ہے لہٰذا بذریعہ اشتہار ہذا آپ کو مطلع کیا جاتا ہے کہ آپ بغرض مقدمہ کی پیروی و جواب دہی کیلئے آئندہ تاریخ پیشی 23-08-2021 کو اصالتاً یا وکالتاً حاضر پیش ہوں۔ عدم حاضری کی صورت میں آپ کے خلاف کارروائی یکطرفہ عمل میں لائی جائے گی۔ [7,630,111,748]
stars-divider: ☆—☆—☆—☆—☆ [24,152,94,161]
continuation-label: بقیہ [195,336,221,354]
column-text: پاکستان (پ ر) آزاد کشمیر مولانا حافظ بشارت جذبی مرکزی سیکرٹری جنرل تحریک انصاف ڈاکٹر عبدالماجد خان نے کہا ہے کہ پاکستان تحریک انصاف مذہبی امور ونگ کے عہدیداران عوام کی خدمت کیلئے کوشاں ہیں۔ پاکستان (پ ر) آزاد کشمیر مولانا حافظ بشارت جذبی مرکزی سیکرٹری جنرل تحریک انصاف ڈاکٹر عبدالماجد خان نے کہا ہے کہ پاکستان تحریک انصاف مذہبی امور ونگ کے [229,352,327,491]
continuation-blank [572,1256,620,1274]
continuation-number: 60 [760,1152,782,1170]
logo-badge: SHAHEEN [762,33,797,40]
continuation-number: 85 [230,174,252,192]
continuation-blank [357,506,410,524]
continuation-box [121,689,223,711]
column-text: حکومت نے اعلان کیا ہے کہ عوام کو ریلیف فراہم کرنے کیلئے تمام وسائل بروئے کار لائے جائیں گے اور ترقیاتی منصوبوں کو بروقت مکمل کیا جائے گا۔ انہوں نے کہا کہ آزاد کشمیر کے عوام نے ایک بار پھر اعتماد کا اظہار کیا ہے اور ہم ان کی توقعات پر پورا اتریں گے۔ حکومت نے اعلان کیا ہے کہ عوام کو ریلیف فراہم کرنے کیلئے تمام وسائل بروئے کار لائے جائیں گے اور ترقیاتی منصوبوں کو بروقت مکمل کیا جائے گا۔ [759,1261,863,1400]
court1-title: بعدالت ایڈیشنل ڈسٹرکٹ جج [23,457,95,489]
court2-seal: دستخط مہر عدالت [53,1069,111,1078]
continuation-number: 55 [760,293,782,311]
continuation-label: بقیہ [515,723,541,741]
continuation-box [228,172,328,194]
continuation-label: بقیہ [195,1077,221,1095]
column-text: ڈاکٹر شاہین سردار علی اور مشیر کوٹلی ایڈمنسٹریشن نے کہا کہ تعلیمی اداروں میں معیار تعلیم کو بہتر بنانے کیلئے اقدامات کئے جا رہے ہیں۔ والدین اور اساتذہ کا تعاون ناگزیر ہے۔ ڈاکٹر شاہین سردار علی اور مشیر کوٹلی ایڈمنسٹریشن نے کہا کہ تعلیمی اداروں میں معیار تعلیم کو بہتر بنانے کیلئے اقدامات کئے جا رہے ہیں۔ والدین اور اساتذہ کا تعاون ناگزیر ہے۔ ڈاکٹر شاہین سردار علی اور مشیر کوٹلی ایڈمنسٹریشن نے کہا کہ تعلیمی اداروں میں معیار تعلیم کو بہتر بنانے کیلئے اقدامات کئے جا رہے ہیں۔ والدین اور اساتذہ کا تعاون ناگزیر ہے۔ ڈاکٹر شاہین سردار علی اور مشیر کوٹلی ایڈمنسٹریشن نے کہا کہ تعلیمی اداروں میں معیار تعلیم کو بہتر بنانے کیلئے اقدامات کئے جا رہے ہیں۔ والدین اور اساتذہ کا تعاون ناگزیر ہے۔ ڈاکٹر شاہین سردار علی اور مشیر کوٹلی ایڈمنسٹریشن نے کہا کہ تعلیمی اداروں میں معیار تعلیم کو بہتر بنانے کیلئے اقدامات کئے جا رہے ہیں۔ والدین اور اساتذہ کا تعاون ناگزیر ہے۔ ڈاکٹر شاہین سردار علی اور مشیر کوٹلی ایڈمنسٹریشن نے کہا کہ تعلیمی اداروں میں معیار تعلیم کو بہتر بنانے کیلئے اقدامات کئے جا رہے ہیں۔ والدین اور اساتذہ کا تعاون ناگزیر ہے۔ ڈاکٹر شاہین سردار علی اور مشیر کوٹلی ایڈمنسٹریشن نے کہا کہ تعلیمی اداروں میں معیار تعلیم کو بہتر بنانے کیلئے اقدامات کئے جا رہے ہیں۔ والدین اور اساتذہ کا تعاون ناگزیر ہے۔ ڈاکٹر شاہین سردار علی اور مشیر کوٹلی ایڈمنسٹریشن نے کہا کہ تعلیمی اداروں میں معیار تعلیم کو بہتر بنانے کیلئے اقدامات کئے جا رہے ہیں۔ والدین اور اساتذہ کا تعاون ناگزیر ہے۔ ڈاکٹر شاہین سردار علی اور مشیر کوٹلی ایڈمنسٹریشن نے کہا کہ تعلیمی اداروں میں معیار تعلیم کو بہتر بنانے کیلئے اقدامات کئے جا رہے ہیں۔ والدین اور اساتذہ کا تعاون ناگزیر ہے۔ ڈاکٹر شاہین سردار علی اور مشیر کوٹلی ایڈمنسٹریشن نے کہا کہ تعلیمی اداروں میں معیار تعلیم کو بہتر بنانے کیلئے اقدامات کئے جا رہے ہیں۔ والدین اور اساتذہ کا تعاون ناگزیر ہے۔ ڈاکٹر شاہین سردار علی اور مشیر کوٹلی ایڈمنسٹریشن نے کہا کہ تعلیمی اداروں میں معیار تعلیم کو بہتر بنانے کیلئے [444,20,542,709]
court1-parties: مصباح پرویز بنام تنویر احمد بٹ [13,610,105,618]
continuation-blank [677,937,725,955]
continuation-blank [782,1152,836,1170]
